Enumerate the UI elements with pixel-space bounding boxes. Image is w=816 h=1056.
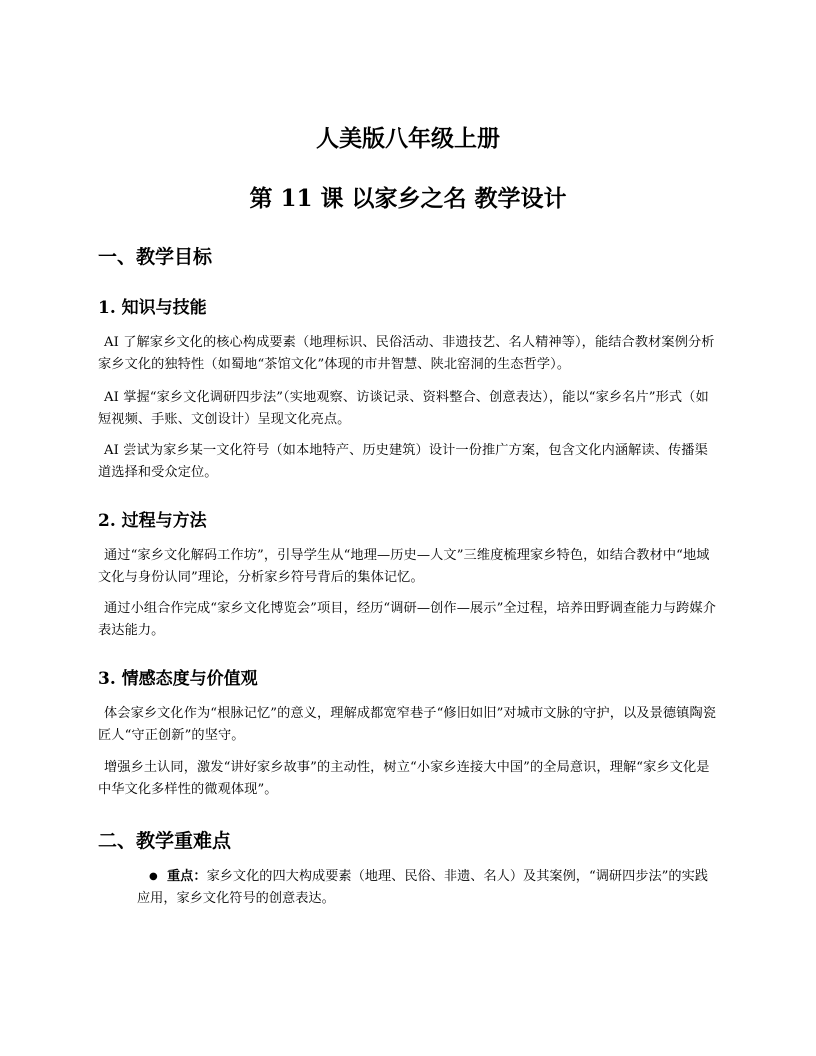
paragraph-process-2: 通过小组合作完成“家乡文化博览会”项目，经历“调研—创作—展示”全过程，培养田野调查能力与跨媒介表达能力。 [98,601,717,638]
paragraph-knowledge-2: AI 掌握“家乡文化调研四步法”（实地观察、访谈记录、资料整合、创意表达），能以“家乡名片”形式（如短视频、手账、文创设计）呈现文化亮点。 [98,390,709,427]
bullet-label: 重点： [167,869,207,884]
paragraph-knowledge-1: AI 了解家乡文化的核心构成要素（地理标识、民俗活动、非遗技艺、名人精神等），能结合教材案例分析家乡文化的独特性（如蜀地“茶馆文化”体现的市井智慧、陕北窑洞的生态哲学）。 [98,335,715,372]
subheading-knowledge-skills: 1. 知识与技能 [98,298,207,318]
paragraph-emotion-1: 体会家乡文化作为“根脉记忆”的意义，理解成都宽窄巷子“修旧如旧”对城市文脉的守护，以及景德镇陶瓷匠人“守正创新”的坚守。 [98,706,717,743]
paragraph-process-1: 通过“家乡文化解码工作坊”，引导学生从“地理—历史—人文”三维度梳理家乡特色，如结合教材中“地域文化与身份认同”理论，分析家乡符号背后的集体记忆。 [98,548,710,585]
section-heading-teaching-goals: 一、教学目标 [98,246,213,268]
bullet-icon: ● [149,871,158,882]
subheading-emotion-values: 3. 情感态度与价值观 [98,669,258,689]
document-title-grade: 人美版八年级上册 [316,125,500,152]
subheading-process-methods: 2. 过程与方法 [98,511,207,531]
paragraph-emotion-2: 增强乡土认同，激发“讲好家乡故事”的主动性，树立“小家乡连接大中国”的全局意识，理解“家乡文化是中华文化多样性的微观体现”。 [98,760,710,797]
section-heading-key-points: 二、教学重难点 [98,830,232,852]
bullet-text: 家乡文化的四大构成要素（地理、民俗、非遗、名人）及其案例，“调研四步法”的实践应用，家乡文化符号的创意表达。 [137,869,708,906]
paragraph-knowledge-3: AI 尝试为家乡某一文化符号（如本地特产、历史建筑）设计一份推广方案，包含文化内涵解读、传播渠道选择和受众定位。 [98,443,708,480]
document-title-lesson: 第 11 课 以家乡之名 教学设计 [249,185,567,212]
bullet-key-point [137,866,717,909]
